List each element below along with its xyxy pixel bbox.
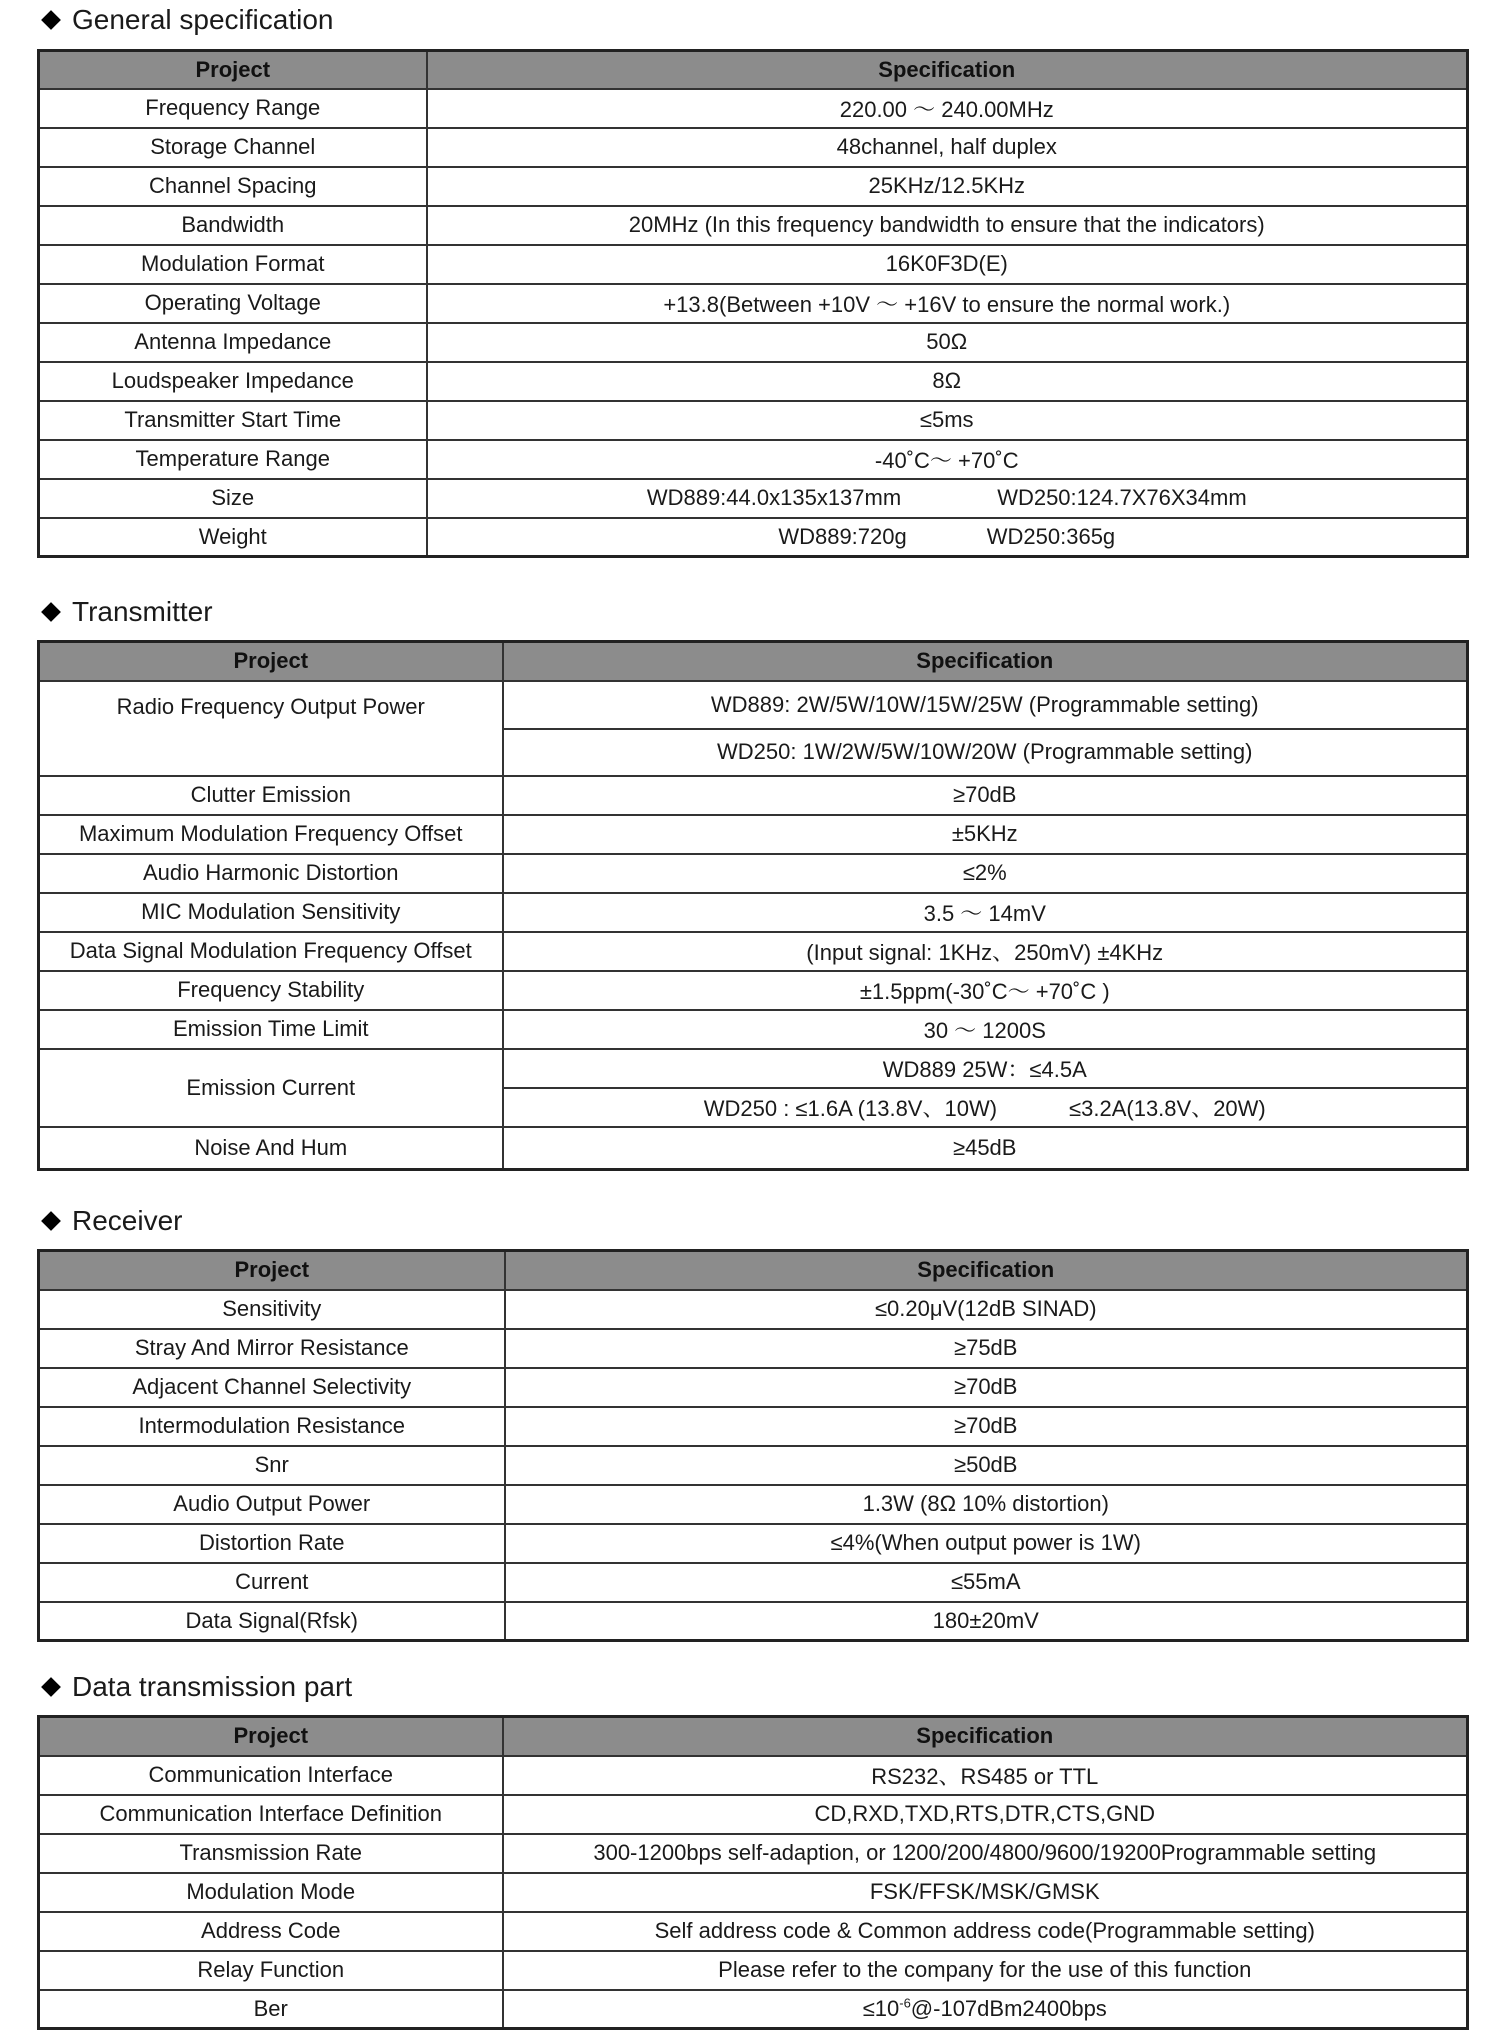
table-row [39, 1602, 1468, 1641]
table-row [39, 1290, 1468, 1329]
table-row [39, 893, 1468, 932]
table-row [39, 932, 1468, 971]
table-row [39, 1446, 1468, 1485]
ber-prefix: ≤10 [862, 1995, 900, 2021]
table-header-row [39, 1251, 1468, 1290]
spec-cell [503, 1990, 1468, 2029]
project-cell: Channel Spacing [39, 167, 427, 206]
spec-cell: ≤4%(When output power is 1W) [505, 1524, 1468, 1563]
spec-cell: 16K0F3D(E) [427, 245, 1468, 284]
general-title: General specification [72, 4, 334, 35]
project-cell: Frequency Stability [39, 971, 503, 1010]
spec-cell: WD250: 1W/2W/5W/10W/20W (Programmable setting) [503, 729, 1468, 776]
spec-cell: 3.5 ～ 14mV [503, 893, 1468, 932]
table-row [39, 1834, 1468, 1873]
diamond-bullet-icon [41, 1677, 61, 1697]
table-row [39, 206, 1468, 245]
project-cell: Clutter Emission [39, 776, 503, 815]
table-header-row [39, 51, 1468, 89]
spec-cell: RS232、RS485 or TTL [503, 1756, 1468, 1795]
header-specification: Specification [503, 642, 1468, 681]
table-row [39, 1329, 1468, 1368]
ber-suffix: @-107dBm2400bps [910, 1995, 1107, 2021]
data-transmission-spec-table [37, 1715, 1469, 2030]
table-row [39, 1951, 1468, 1990]
project-cell: Transmitter Start Time [39, 401, 427, 440]
project-cell: Modulation Mode [39, 1873, 503, 1912]
table-row [39, 1049, 1468, 1088]
header-project: Project [39, 642, 503, 681]
receiver-title: Receiver [72, 1205, 183, 1236]
project-cell: Distortion Rate [39, 1524, 505, 1563]
table-header-row [39, 642, 1468, 681]
table-row [39, 1756, 1468, 1795]
spec-cell: 180±20mV [505, 1602, 1468, 1641]
spec-cell: ≥45dB [503, 1127, 1468, 1170]
weight-wd889: WD889:720g [778, 523, 907, 549]
size-wd250: WD250:124.7X76X34mm [997, 485, 1247, 510]
spec-cell: 48channel, half duplex [427, 128, 1468, 167]
table-row [39, 1795, 1468, 1834]
project-cell: Ber [39, 1990, 503, 2029]
spec-cell: 20MHz (In this frequency bandwidth to ensure that the indicators) [427, 206, 1468, 245]
spec-cell: Self address code & Common address code(Programmable setting) [503, 1912, 1468, 1951]
spec-cell: ±5KHz [503, 815, 1468, 854]
project-cell: Antenna Impedance [39, 323, 427, 362]
project-cell: Temperature Range [39, 440, 427, 479]
spec-cell: 300-1200bps self-adaption, or 1200/200/4800/9600/19200Programmable setting [503, 1834, 1468, 1873]
project-cell: Data Signal(Rfsk) [39, 1602, 505, 1641]
data-transmission-title: Data transmission part [72, 1671, 353, 1702]
general-spec-table [37, 49, 1469, 558]
project-cell: Transmission Rate [39, 1834, 503, 1873]
project-cell: Operating Voltage [39, 284, 427, 323]
project-cell: Storage Channel [39, 128, 427, 167]
project-cell: Size [39, 479, 427, 518]
spec-cell: 1.3W (8Ω 10% distortion) [505, 1485, 1468, 1524]
spec-cell: ≥75dB [505, 1329, 1468, 1368]
spec-cell: WD889: 2W/5W/10W/15W/25W (Programmable setting) [503, 681, 1468, 729]
header-project: Project [39, 51, 427, 89]
spec-cell: +13.8(Between +10V ～ +16V to ensure the normal work.) [427, 284, 1468, 323]
spec-cell: ≥70dB [503, 776, 1468, 815]
section-title-data-transmission [38, 1671, 352, 1703]
table-row [39, 1563, 1468, 1602]
section-title-general [38, 4, 333, 36]
spec-cell: -40˚C～ +70˚C [427, 440, 1468, 479]
spec-cell: (Input signal: 1KHz、250mV) ±4KHz [503, 932, 1468, 971]
table-row [39, 518, 1468, 557]
table-row [39, 1010, 1468, 1049]
project-cell: Emission Current [39, 1049, 503, 1127]
table-row [39, 128, 1468, 167]
spec-cell: ±1.5ppm(-30˚C～ +70˚C ) [503, 971, 1468, 1010]
spec-cell: Please refer to the company for the use of this function [503, 1951, 1468, 1990]
project-cell: Maximum Modulation Frequency Offset [39, 815, 503, 854]
project-cell: Adjacent Channel Selectivity [39, 1368, 505, 1407]
current-20w: ≤3.2A(13.8V、20W) [1069, 1095, 1266, 1121]
project-cell: Emission Time Limit [39, 1010, 503, 1049]
project-cell: Address Code [39, 1912, 503, 1951]
spec-cell: ≥50dB [505, 1446, 1468, 1485]
transmitter-title: Transmitter [72, 596, 213, 627]
section-title-transmitter [38, 596, 213, 628]
project-cell: Audio Harmonic Distortion [39, 854, 503, 893]
table-row [39, 479, 1468, 518]
table-header-row [39, 1717, 1468, 1756]
project-cell: Current [39, 1563, 505, 1602]
spec-cell: ≤2% [503, 854, 1468, 893]
spec-cell: WD889 25W：≤4.5A [503, 1049, 1468, 1088]
spec-cell [503, 1088, 1468, 1127]
table-row [39, 1912, 1468, 1951]
project-cell: Audio Output Power [39, 1485, 505, 1524]
header-specification: Specification [505, 1251, 1468, 1290]
spec-cell: 220.00 ～ 240.00MHz [427, 89, 1468, 128]
header-specification: Specification [503, 1717, 1468, 1756]
header-project: Project [39, 1717, 503, 1756]
table-row [39, 1873, 1468, 1912]
table-row [39, 681, 1468, 729]
receiver-spec-table [37, 1249, 1469, 1642]
table-row [39, 440, 1468, 479]
table-row [39, 167, 1468, 206]
spec-cell: FSK/FFSK/MSK/GMSK [503, 1873, 1468, 1912]
project-cell: Relay Function [39, 1951, 503, 1990]
spec-cell: ≤0.20μV(12dB SINAD) [505, 1290, 1468, 1329]
transmitter-spec-table [37, 640, 1469, 1171]
project-cell: Noise And Hum [39, 1127, 503, 1170]
section-title-receiver [38, 1205, 182, 1237]
spec-cell: 30 ～ 1200S [503, 1010, 1468, 1049]
project-cell: Communication Interface [39, 1756, 503, 1795]
project-cell: MIC Modulation Sensitivity [39, 893, 503, 932]
table-row [39, 362, 1468, 401]
table-row [39, 1368, 1468, 1407]
project-cell: Modulation Format [39, 245, 427, 284]
table-row [39, 323, 1468, 362]
table-row [39, 245, 1468, 284]
project-cell: Sensitivity [39, 1290, 505, 1329]
project-cell: Intermodulation Resistance [39, 1407, 505, 1446]
project-cell: Radio Frequency Output Power [39, 681, 503, 776]
table-row [39, 284, 1468, 323]
weight-wd250: WD250:365g [986, 523, 1116, 549]
project-cell: Frequency Range [39, 89, 427, 128]
table-row [39, 1127, 1468, 1170]
project-cell: Snr [39, 1446, 505, 1485]
spec-cell: 8Ω [427, 362, 1468, 401]
table-row [39, 854, 1468, 893]
table-row [39, 1524, 1468, 1563]
project-cell: Stray And Mirror Resistance [39, 1329, 505, 1368]
spec-cell: ≥70dB [505, 1368, 1468, 1407]
spec-cell: 50Ω [427, 323, 1468, 362]
header-project: Project [39, 1251, 505, 1290]
table-row [39, 1485, 1468, 1524]
ber-exponent: -6 [899, 1995, 911, 2011]
table-row [39, 971, 1468, 1010]
spec-cell: ≤55mA [505, 1563, 1468, 1602]
diamond-bullet-icon [41, 10, 61, 30]
project-cell: Bandwidth [39, 206, 427, 245]
table-row [39, 89, 1468, 128]
table-row [39, 401, 1468, 440]
project-cell: Data Signal Modulation Frequency Offset [39, 932, 503, 971]
table-row [39, 776, 1468, 815]
spec-cell: ≤5ms [427, 401, 1468, 440]
spec-cell: 25KHz/12.5KHz [427, 167, 1468, 206]
spec-cell [427, 479, 1468, 518]
table-row [39, 815, 1468, 854]
table-row [39, 1407, 1468, 1446]
project-cell: Communication Interface Definition [39, 1795, 503, 1834]
diamond-bullet-icon [41, 602, 61, 622]
size-wd889: WD889:44.0x135x137mm [646, 485, 902, 510]
spec-cell: CD,RXD,TXD,RTS,DTR,CTS,GND [503, 1795, 1468, 1834]
header-specification: Specification [427, 51, 1468, 89]
project-cell: Weight [39, 518, 427, 557]
table-row [39, 1990, 1468, 2029]
spec-cell [427, 518, 1468, 557]
current-10w: WD250 : ≤1.6A (13.8V、10W) [703, 1095, 998, 1121]
diamond-bullet-icon [41, 1211, 61, 1231]
spec-cell: ≥70dB [505, 1407, 1468, 1446]
project-cell: Loudspeaker Impedance [39, 362, 427, 401]
